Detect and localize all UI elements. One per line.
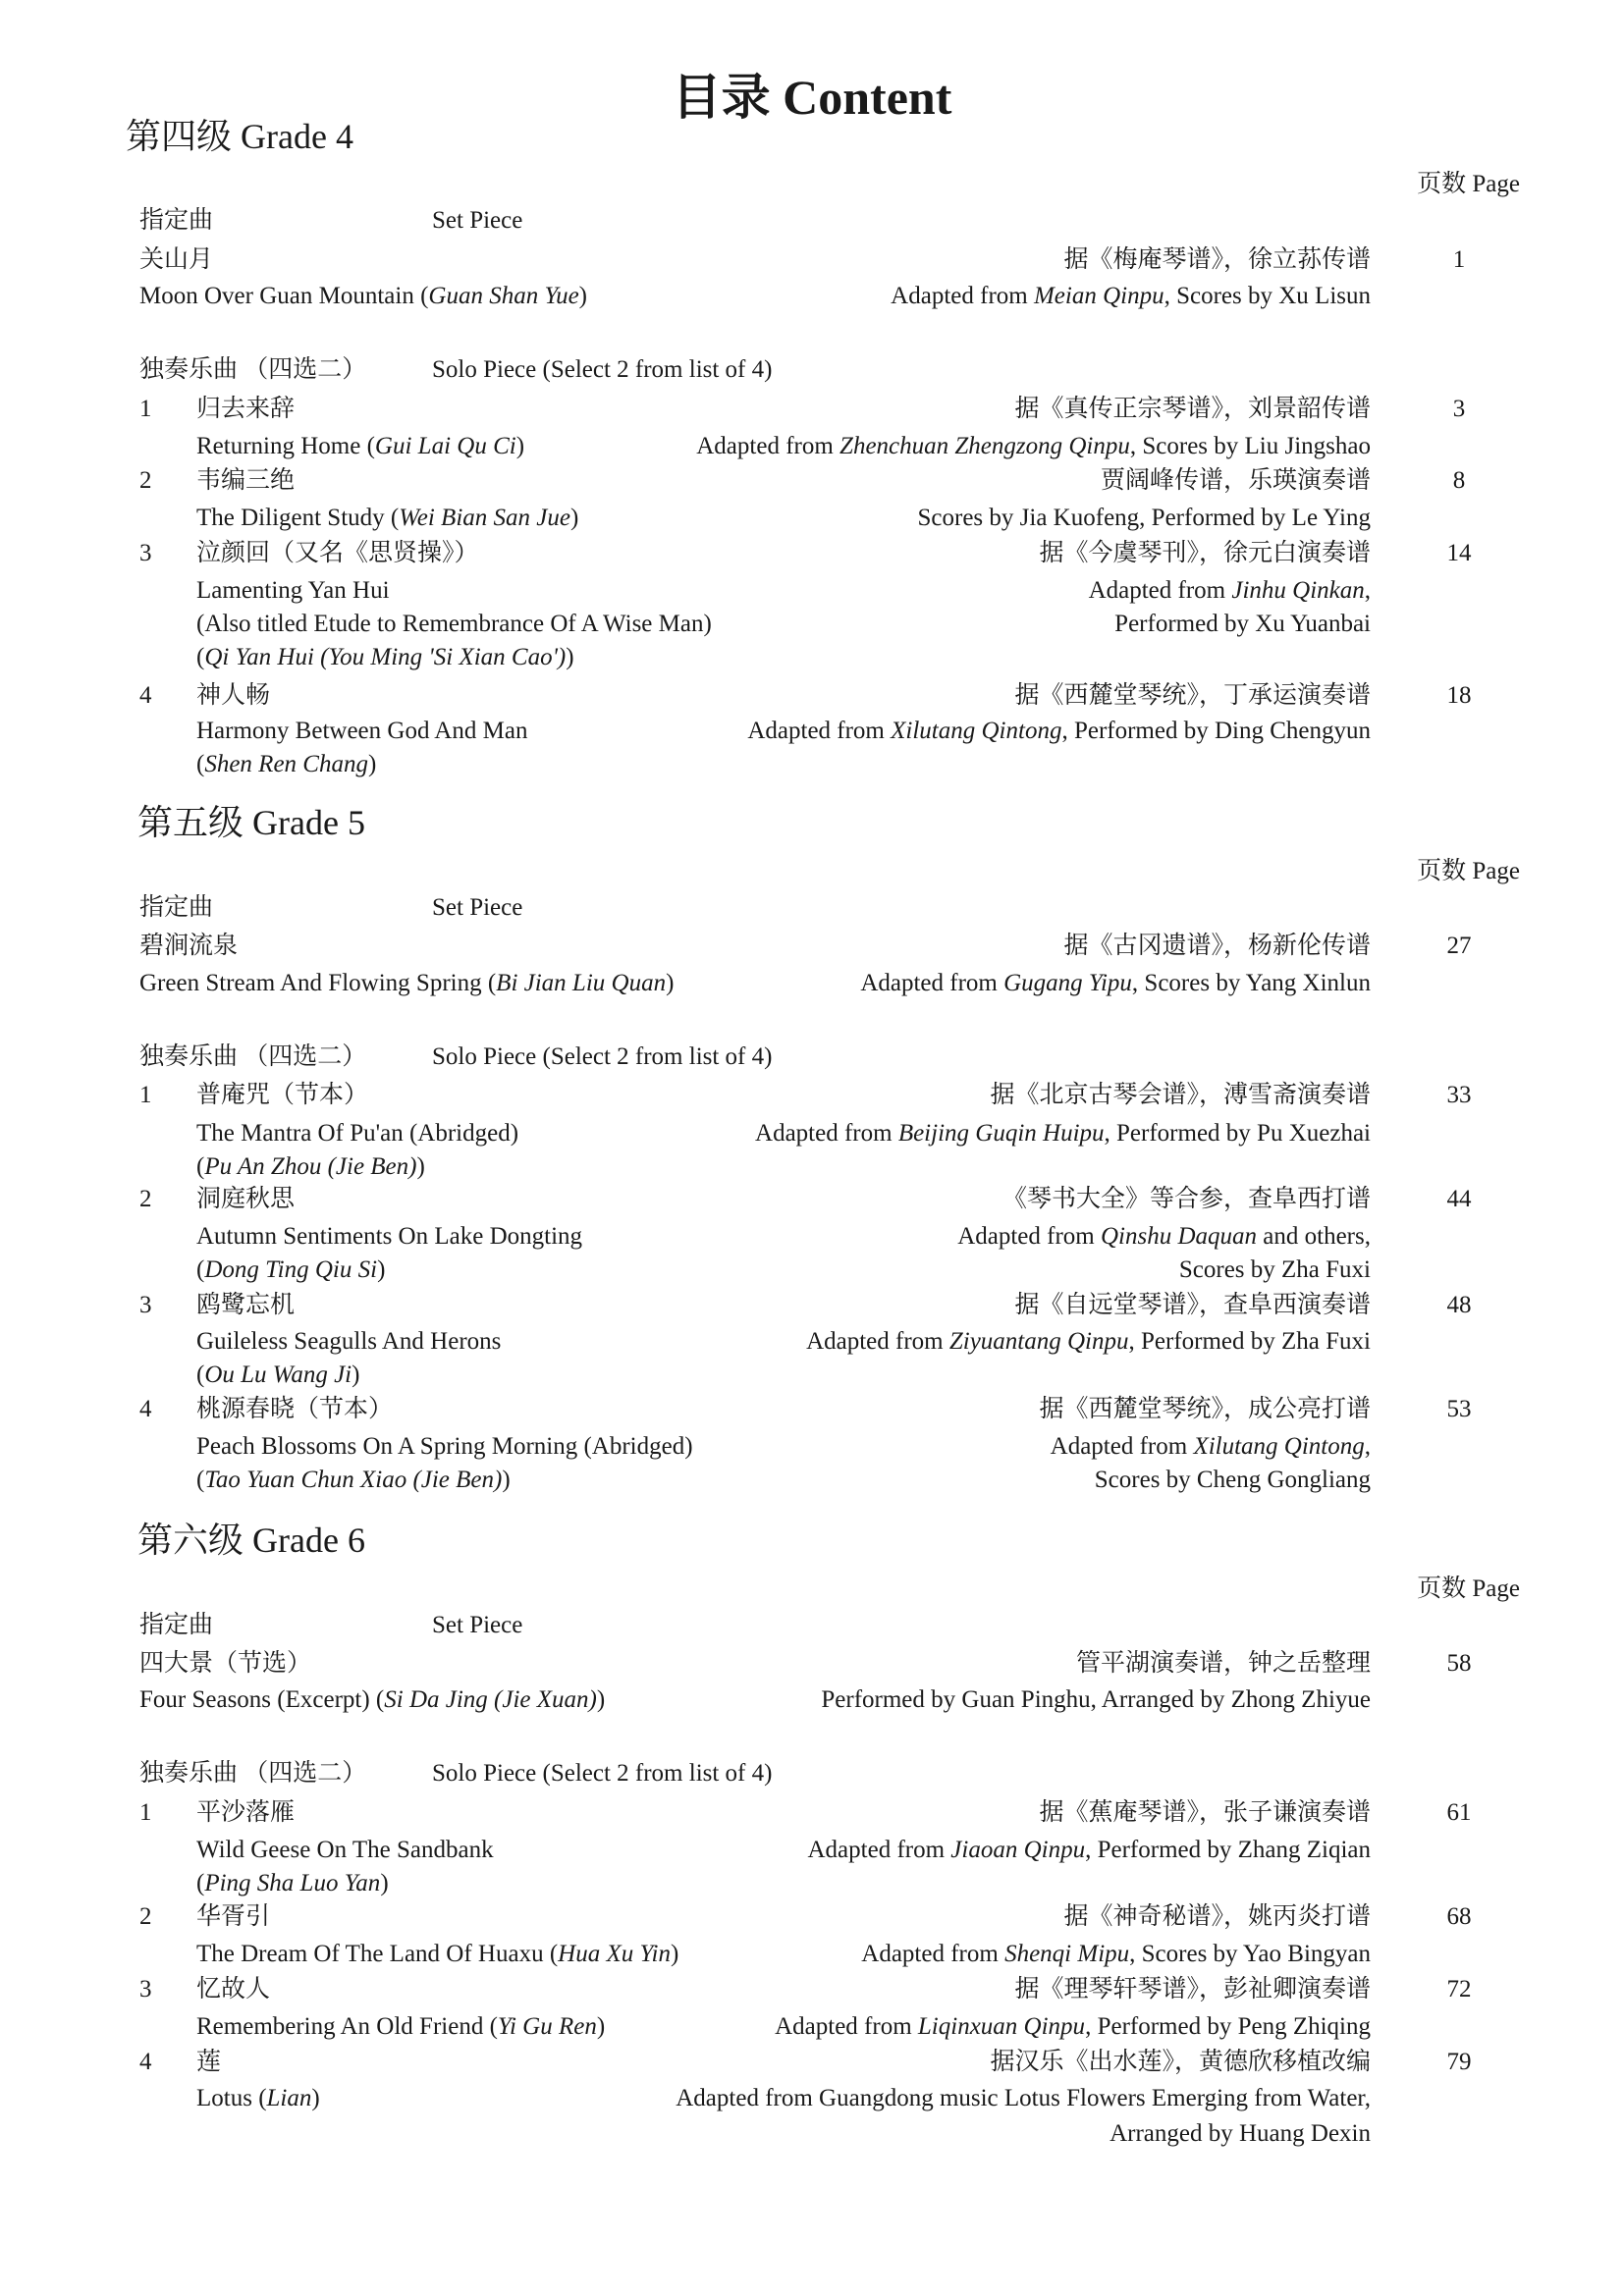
text-part: Returning Home (	[196, 433, 375, 459]
solo-source-en	[861, 1942, 1371, 1966]
text-part: )	[380, 1870, 389, 1896]
set-piece-name-cn: 关山月	[139, 246, 214, 273]
solo-title-en-line2: (Also titled Etude to Remembrance Of A Wise Man)	[196, 611, 712, 637]
solo-source-en	[918, 506, 1371, 530]
italic-romanization: Xilutang Qintong	[1193, 1433, 1365, 1460]
page-column-header: 页数 Page	[1417, 171, 1520, 197]
solo-title-en	[196, 1329, 501, 1354]
set-piece-label-cn: 指定曲	[139, 894, 214, 921]
solo-source-cn: 据《北京古琴会谱》，溥雪斋演奏谱	[990, 1082, 1371, 1108]
solo-title-en	[196, 2086, 320, 2110]
solo-page-number: 79	[1446, 2049, 1472, 2075]
solo-name-cn: 莲	[196, 2049, 222, 2075]
text-part: and others,	[1257, 1223, 1371, 1250]
text-part: Performed by Guan Pinghu, Arranged by Zhong Zhiyue	[821, 1686, 1371, 1713]
solo-name-cn: 华胥引	[196, 1903, 271, 1930]
italic-romanization: Jinhu Qinkan	[1231, 577, 1365, 604]
text-part: )	[377, 1256, 386, 1283]
text-part: , Performed by Zhang Ziqian	[1085, 1837, 1371, 1863]
set-piece-label-en: Set Piece	[432, 1612, 523, 1638]
italic-romanization: Zhenchuan Zhengzong Qinpu	[839, 433, 1130, 459]
solo-source-en	[755, 1121, 1371, 1146]
set-piece-label-en: Set Piece	[432, 894, 523, 921]
solo-source-en	[676, 2086, 1371, 2110]
solo-name-cn: 归去来辞	[196, 396, 296, 422]
solo-source-cn: 据《今虞琴刊》，徐元白演奏谱	[1039, 540, 1371, 566]
text-part: , Performed by Zha Fuxi	[1128, 1328, 1371, 1355]
solo-romanization-line	[196, 1871, 389, 1896]
solo-piece-label-en: Solo Piece (Select 2 from list of 4)	[432, 356, 773, 383]
solo-number: 3	[139, 540, 152, 566]
solo-title-en	[196, 1838, 494, 1862]
solo-piece-label-cn: 独奏乐曲 （四选二）	[139, 1760, 367, 1787]
text-part: )	[416, 1153, 425, 1180]
italic-romanization: Bi Jian Liu Quan	[496, 970, 667, 996]
italic-romanization: Pu An Zhou (Jie Ben)	[204, 1153, 417, 1180]
solo-name-cn: 忆故人	[196, 1976, 271, 2002]
page-column-header: 页数 Page	[1417, 1575, 1520, 1602]
solo-source-en-line2: Performed by Xu Yuanbai	[1114, 611, 1371, 637]
solo-name-cn: 神人畅	[196, 682, 271, 709]
italic-romanization: Beijing Guqin Huipu	[897, 1120, 1105, 1147]
text-part: )	[569, 505, 579, 531]
text-part: Lamenting Yan Hui	[196, 577, 390, 604]
italic-romanization: Liqinxuan Qinpu	[917, 2013, 1086, 2040]
text-part: The Diligent Study (	[196, 505, 400, 531]
solo-page-number: 8	[1452, 467, 1466, 494]
solo-number: 2	[139, 467, 152, 494]
solo-page-number: 61	[1446, 1799, 1472, 1826]
solo-source-en	[775, 2014, 1371, 2039]
set-piece-name-cn: 四大景（节选）	[139, 1650, 312, 1677]
solo-name-cn: 普庵咒（节本）	[196, 1082, 369, 1108]
text-part: The Mantra Of Pu'an (Abridged)	[196, 1120, 519, 1147]
solo-source-en-line2: Scores by Zha Fuxi	[1178, 1256, 1371, 1283]
text-part: Autumn Sentiments On Lake Dongting	[196, 1223, 583, 1250]
solo-source-en	[1051, 1434, 1371, 1459]
solo-source-cn: 据《理琴轩琴谱》，彭祉卿演奏谱	[1014, 1976, 1371, 2002]
text-part: The Dream Of The Land Of Huaxu (	[196, 1941, 559, 1967]
solo-source-cn: 据汉乐《出水莲》，黄德欣移植改编	[990, 2049, 1371, 2075]
text-part: )	[670, 1941, 679, 1967]
text-part: , Performed by Ding Chengyun	[1061, 718, 1371, 744]
solo-romanization-line	[196, 1154, 425, 1179]
solo-title-en	[196, 506, 578, 530]
italic-romanization: Yi Gu Ren	[497, 2013, 597, 2040]
set-piece-source-en	[891, 284, 1371, 308]
solo-name-cn: 韦编三绝	[196, 467, 296, 494]
text-part: )	[515, 433, 525, 459]
italic-romanization: Si Da Jing (Jie Xuan)	[384, 1686, 597, 1713]
text-part: Remembering An Old Friend (	[196, 2013, 498, 2040]
set-piece-page-number: 27	[1446, 933, 1472, 959]
text-part: Adapted from	[1050, 1433, 1194, 1460]
set-piece-label-cn: 指定曲	[139, 207, 214, 234]
italic-romanization: Xilutang Qintong	[891, 718, 1062, 744]
solo-number: 3	[139, 1292, 152, 1318]
text-part: (	[196, 1467, 205, 1493]
solo-title-en	[196, 1434, 693, 1459]
text-part: (	[196, 1153, 205, 1180]
grade-heading: 第四级 Grade 4	[126, 117, 353, 156]
solo-source-en	[808, 1838, 1372, 1862]
solo-source-cn: 《琴书大全》等合参，查阜西打谱	[1001, 1186, 1371, 1212]
solo-page-number: 44	[1446, 1186, 1472, 1212]
solo-source-en-line2: Arranged by Huang Dexin	[1110, 2120, 1371, 2147]
italic-romanization: Guan Shan Yue	[428, 283, 579, 309]
solo-source-cn: 据《神奇秘谱》，姚丙炎打谱	[1063, 1903, 1371, 1930]
text-part: Adapted from	[775, 2013, 918, 2040]
solo-title-en	[196, 2014, 605, 2039]
italic-romanization: Wei Bian San Jue	[399, 505, 570, 531]
solo-source-en	[1089, 578, 1371, 603]
solo-number: 2	[139, 1903, 152, 1930]
text-part: Adapted from Guangdong music Lotus Flowers Emerging from Water,	[676, 2085, 1371, 2111]
solo-number: 1	[139, 1082, 152, 1108]
solo-romanization-line	[196, 645, 574, 669]
text-part: )	[352, 1362, 360, 1388]
solo-source-en	[957, 1224, 1371, 1249]
solo-source-cn: 据《蕉庵琴谱》，张子谦演奏谱	[1039, 1799, 1371, 1826]
italic-romanization: Meian Qinpu	[1033, 283, 1164, 309]
text-part: , Performed by Pu Xuezhai	[1104, 1120, 1371, 1147]
text-part: Adapted from	[891, 283, 1034, 309]
set-piece-label-cn: 指定曲	[139, 1612, 214, 1638]
solo-page-number: 72	[1446, 1976, 1472, 2002]
solo-piece-label-en: Solo Piece (Select 2 from list of 4)	[432, 1760, 773, 1787]
text-part: Peach Blossoms On A Spring Morning (Abridged)	[196, 1433, 693, 1460]
page-title: 目录 Content	[672, 70, 952, 125]
solo-name-cn: 鸥鹭忘机	[196, 1292, 296, 1318]
text-part: Adapted from	[807, 1837, 951, 1863]
text-part: Harmony Between God And Man	[196, 718, 528, 744]
text-part: Adapted from	[860, 970, 1004, 996]
set-piece-source-cn: 据《古冈遗谱》，杨新伦传谱	[1063, 933, 1371, 959]
text-part: (	[196, 644, 205, 670]
grade-heading: 第六级 Grade 6	[137, 1521, 365, 1560]
text-part: , Scores by Yao Bingyan	[1129, 1941, 1371, 1967]
text-part: , Performed by Peng Zhiqing	[1085, 2013, 1371, 2040]
italic-romanization: Hua Xu Yin	[558, 1941, 671, 1967]
solo-page-number: 53	[1446, 1396, 1472, 1422]
solo-number: 2	[139, 1186, 152, 1212]
text-part: Adapted from	[806, 1328, 949, 1355]
text-part: , Scores by Xu Lisun	[1164, 283, 1371, 309]
solo-title-en	[196, 578, 390, 603]
text-part: (	[196, 1362, 205, 1388]
solo-page-number: 68	[1446, 1903, 1472, 1930]
text-part: , Scores by Liu Jingshao	[1129, 433, 1371, 459]
italic-romanization: Gui Lai Qu Ci	[374, 433, 516, 459]
solo-name-cn: 泣颜回（又名《思贤操》）	[196, 540, 479, 566]
solo-number: 1	[139, 396, 152, 422]
page-column-header: 页数 Page	[1417, 858, 1520, 884]
text-part: (	[196, 751, 205, 777]
solo-romanization-line	[196, 1468, 511, 1492]
solo-number: 4	[139, 1396, 152, 1422]
solo-name-cn: 平沙落雁	[196, 1799, 296, 1826]
solo-name-cn: 桃源春晓（节本）	[196, 1396, 394, 1422]
solo-number: 1	[139, 1799, 152, 1826]
solo-number: 4	[139, 2049, 152, 2075]
text-part: , Scores by Yang Xinlun	[1131, 970, 1371, 996]
solo-number: 4	[139, 682, 152, 709]
set-piece-page-number: 1	[1452, 246, 1466, 273]
text-part: ,	[1364, 1433, 1371, 1460]
solo-name-cn: 洞庭秋思	[196, 1186, 296, 1212]
solo-title-en	[196, 1942, 678, 1966]
set-piece-source-cn: 管平湖演奏谱，钟之岳整理	[1075, 1650, 1371, 1677]
text-part: )	[578, 283, 587, 309]
set-piece-source-en	[821, 1687, 1371, 1712]
italic-romanization: Shen Ren Chang	[204, 751, 368, 777]
set-piece-label-en: Set Piece	[432, 207, 523, 234]
italic-romanization: Shenqi Mipu	[1004, 1941, 1130, 1967]
italic-romanization: Ou Lu Wang Ji	[204, 1362, 352, 1388]
solo-title-en	[196, 1224, 582, 1249]
set-piece-title-en	[139, 284, 587, 308]
solo-source-cn: 据《真传正宗琴谱》，刘景韶传谱	[1014, 396, 1371, 422]
set-piece-page-number: 58	[1446, 1650, 1472, 1677]
text-part: )	[502, 1467, 511, 1493]
set-piece-title-en	[139, 971, 674, 995]
solo-page-number: 3	[1452, 396, 1466, 422]
text-part: Guileless Seagulls And Herons	[196, 1328, 502, 1355]
text-part: )	[566, 644, 574, 670]
italic-romanization: Qinshu Daquan	[1101, 1223, 1258, 1250]
solo-title-en	[196, 434, 524, 458]
italic-romanization: Lian	[266, 2085, 312, 2111]
solo-source-cn: 据《西麓堂琴统》，成公亮打谱	[1039, 1396, 1371, 1422]
text-part: Wild Geese On The Sandbank	[196, 1837, 494, 1863]
solo-source-cn: 据《西麓堂琴统》，丁承运演奏谱	[1014, 682, 1371, 709]
text-part: Adapted from	[1088, 577, 1232, 604]
text-part: ,	[1364, 577, 1371, 604]
solo-romanization-line	[196, 1362, 359, 1387]
set-piece-source-cn: 据《梅庵琴谱》，徐立荪传谱	[1063, 246, 1371, 273]
set-piece-source-en	[860, 971, 1371, 995]
italic-romanization: Qi Yan Hui (You Ming 'Si Xian Cao')	[204, 644, 567, 670]
solo-source-en	[806, 1329, 1371, 1354]
solo-page-number: 33	[1446, 1082, 1472, 1108]
solo-source-en-line2: Scores by Cheng Gongliang	[1094, 1467, 1371, 1493]
italic-romanization: Ziyuantang Qinpu	[948, 1328, 1129, 1355]
italic-romanization: Dong Ting Qiu Si	[204, 1256, 378, 1283]
set-piece-title-en	[139, 1687, 605, 1712]
text-part: Adapted from	[957, 1223, 1101, 1250]
text-part: Moon Over Guan Mountain (	[139, 283, 429, 309]
solo-piece-label-cn: 独奏乐曲 （四选二）	[139, 356, 367, 383]
solo-number: 3	[139, 1976, 152, 2002]
text-part: Green Stream And Flowing Spring (	[139, 970, 497, 996]
text-part: )	[666, 970, 675, 996]
text-part: Four Seasons (Excerpt) (	[139, 1686, 385, 1713]
solo-source-cn: 据《自远堂琴谱》，查阜西演奏谱	[1014, 1292, 1371, 1318]
text-part: Adapted from	[696, 433, 840, 459]
text-part: Adapted from	[755, 1120, 898, 1147]
italic-romanization: Gugang Yipu	[1003, 970, 1132, 996]
solo-title-en	[196, 1121, 518, 1146]
solo-title-en	[196, 719, 527, 743]
solo-romanization-line	[196, 1257, 385, 1282]
text-part: Adapted from	[861, 1941, 1005, 1967]
text-part: Adapted from	[747, 718, 892, 744]
grade-heading: 第五级 Grade 5	[137, 803, 365, 842]
text-part: Scores by Jia Kuofeng, Performed by Le Ying	[917, 505, 1371, 531]
text-part: )	[311, 2085, 320, 2111]
set-piece-name-cn: 碧涧流泉	[139, 933, 239, 959]
solo-page-number: 18	[1446, 682, 1472, 709]
italic-romanization: Tao Yuan Chun Xiao (Jie Ben)	[204, 1467, 503, 1493]
solo-piece-label-cn: 独奏乐曲 （四选二）	[139, 1043, 367, 1070]
solo-source-en	[747, 719, 1371, 743]
italic-romanization: Jiaoan Qinpu	[950, 1837, 1086, 1863]
text-part: (	[196, 1256, 205, 1283]
solo-source-en	[696, 434, 1371, 458]
text-part: Lotus (	[196, 2085, 267, 2111]
solo-page-number: 14	[1446, 540, 1472, 566]
text-part: )	[367, 751, 377, 777]
text-part: )	[596, 1686, 606, 1713]
solo-source-cn: 贾阔峰传谱，乐瑛演奏谱	[1100, 467, 1371, 494]
solo-page-number: 48	[1446, 1292, 1472, 1318]
text-part: (	[196, 1870, 205, 1896]
solo-piece-label-en: Solo Piece (Select 2 from list of 4)	[432, 1043, 773, 1070]
solo-romanization-line	[196, 752, 376, 776]
text-part: )	[596, 2013, 606, 2040]
italic-romanization: Ping Sha Luo Yan	[204, 1870, 381, 1896]
